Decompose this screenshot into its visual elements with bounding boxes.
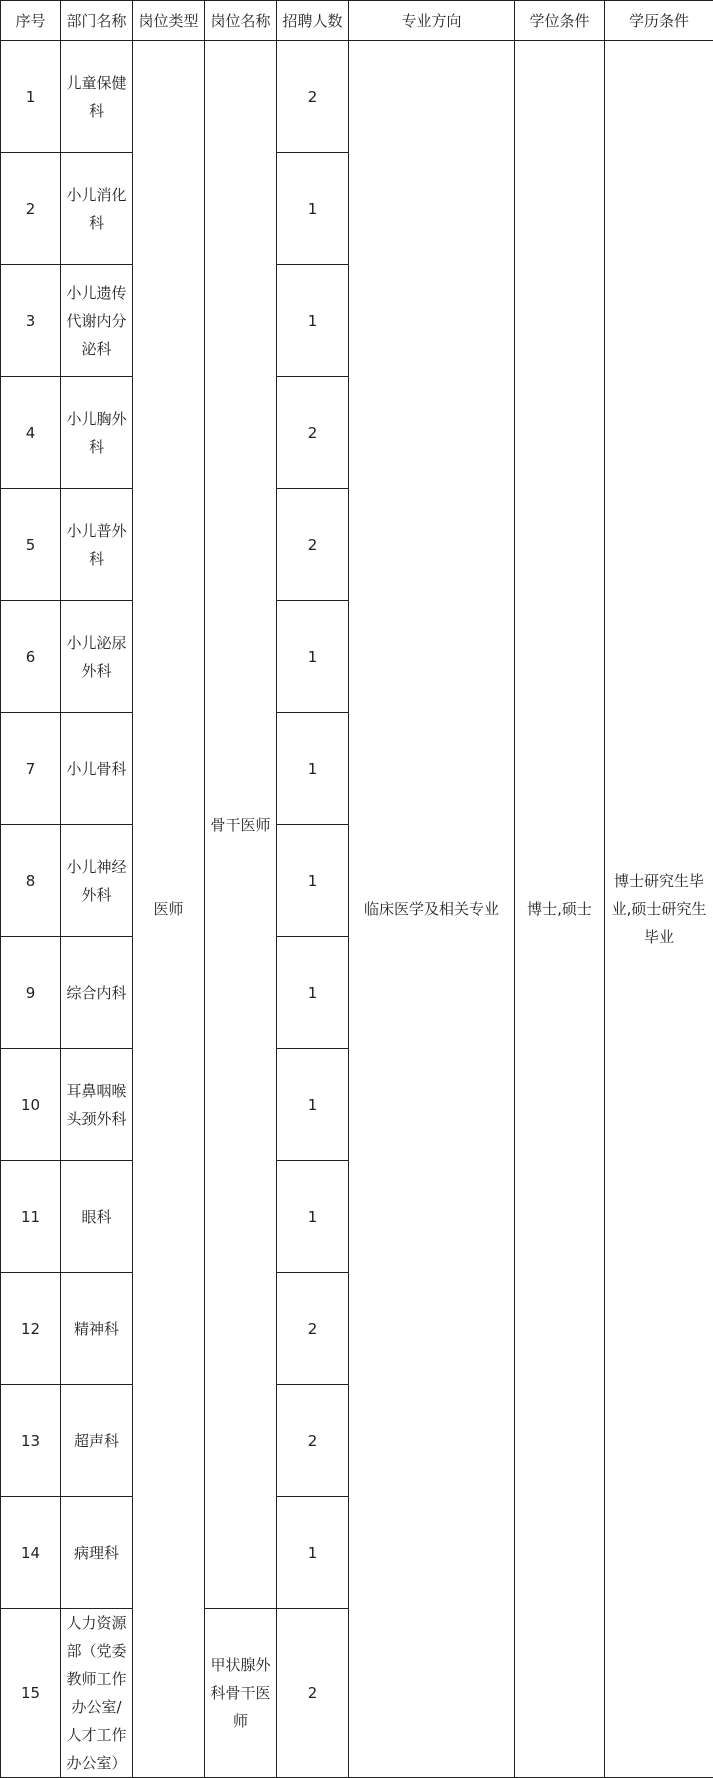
cell-dept: 超声科 xyxy=(61,1385,133,1497)
cell-seq: 3 xyxy=(1,265,61,377)
table-header xyxy=(1,1,713,41)
header-seq: 序号 xyxy=(1,1,61,41)
cell-quota: 2 xyxy=(277,1385,349,1497)
cell-seq: 8 xyxy=(1,825,61,937)
cell-quota: 1 xyxy=(277,265,349,377)
cell-seq: 15 xyxy=(1,1609,61,1778)
cell-dept: 小儿遗传代谢内分泌科 xyxy=(61,265,133,377)
table-body xyxy=(1,41,713,1778)
cell-seq: 4 xyxy=(1,377,61,489)
header-row xyxy=(1,1,713,41)
cell-seq: 5 xyxy=(1,489,61,601)
table-row xyxy=(1,41,713,153)
cell-quota: 2 xyxy=(277,1273,349,1385)
cell-seq: 14 xyxy=(1,1497,61,1609)
cell-post-name-last: 甲状腺外科骨干医师 xyxy=(205,1609,277,1778)
cell-seq: 13 xyxy=(1,1385,61,1497)
cell-seq: 7 xyxy=(1,713,61,825)
cell-dept: 小儿神经外科 xyxy=(61,825,133,937)
cell-seq: 11 xyxy=(1,1161,61,1273)
cell-quota: 1 xyxy=(277,1161,349,1273)
cell-dept: 精神科 xyxy=(61,1273,133,1385)
cell-seq: 1 xyxy=(1,41,61,153)
cell-quota: 1 xyxy=(277,713,349,825)
cell-education: 博士研究生毕业,硕士研究生毕业 xyxy=(605,41,713,1778)
cell-dept: 小儿消化科 xyxy=(61,153,133,265)
cell-post-name: 骨干医师 xyxy=(205,41,277,1609)
cell-dept: 儿童保健科 xyxy=(61,41,133,153)
cell-seq: 6 xyxy=(1,601,61,713)
cell-dept: 小儿胸外科 xyxy=(61,377,133,489)
cell-dept: 小儿泌尿外科 xyxy=(61,601,133,713)
cell-quota: 1 xyxy=(277,1497,349,1609)
cell-major: 临床医学及相关专业 xyxy=(349,41,515,1778)
cell-degree: 博士,硕士 xyxy=(515,41,605,1778)
cell-post-type: 医师 xyxy=(133,41,205,1778)
cell-seq: 10 xyxy=(1,1049,61,1161)
header-major: 专业方向 xyxy=(349,1,515,41)
cell-dept: 病理科 xyxy=(61,1497,133,1609)
cell-dept: 综合内科 xyxy=(61,937,133,1049)
cell-dept: 耳鼻咽喉头颈外科 xyxy=(61,1049,133,1161)
header-education: 学历条件 xyxy=(605,1,713,41)
cell-seq: 12 xyxy=(1,1273,61,1385)
cell-quota: 1 xyxy=(277,153,349,265)
cell-quota: 1 xyxy=(277,937,349,1049)
cell-dept: 小儿普外科 xyxy=(61,489,133,601)
header-quota: 招聘人数 xyxy=(277,1,349,41)
cell-quota: 2 xyxy=(277,377,349,489)
header-degree: 学位条件 xyxy=(515,1,605,41)
cell-quota: 2 xyxy=(277,1609,349,1778)
cell-dept: 眼科 xyxy=(61,1161,133,1273)
header-dept: 部门名称 xyxy=(61,1,133,41)
cell-quota: 2 xyxy=(277,41,349,153)
cell-dept: 人力资源部（党委教师工作办公室/人才工作办公室） xyxy=(61,1609,133,1778)
cell-quota: 2 xyxy=(277,489,349,601)
cell-quota: 1 xyxy=(277,825,349,937)
cell-quota: 1 xyxy=(277,601,349,713)
cell-quota: 1 xyxy=(277,1049,349,1161)
cell-seq: 2 xyxy=(1,153,61,265)
cell-seq: 9 xyxy=(1,937,61,1049)
header-post-type: 岗位类型 xyxy=(133,1,205,41)
cell-dept: 小儿骨科 xyxy=(61,713,133,825)
header-post-name: 岗位名称 xyxy=(205,1,277,41)
